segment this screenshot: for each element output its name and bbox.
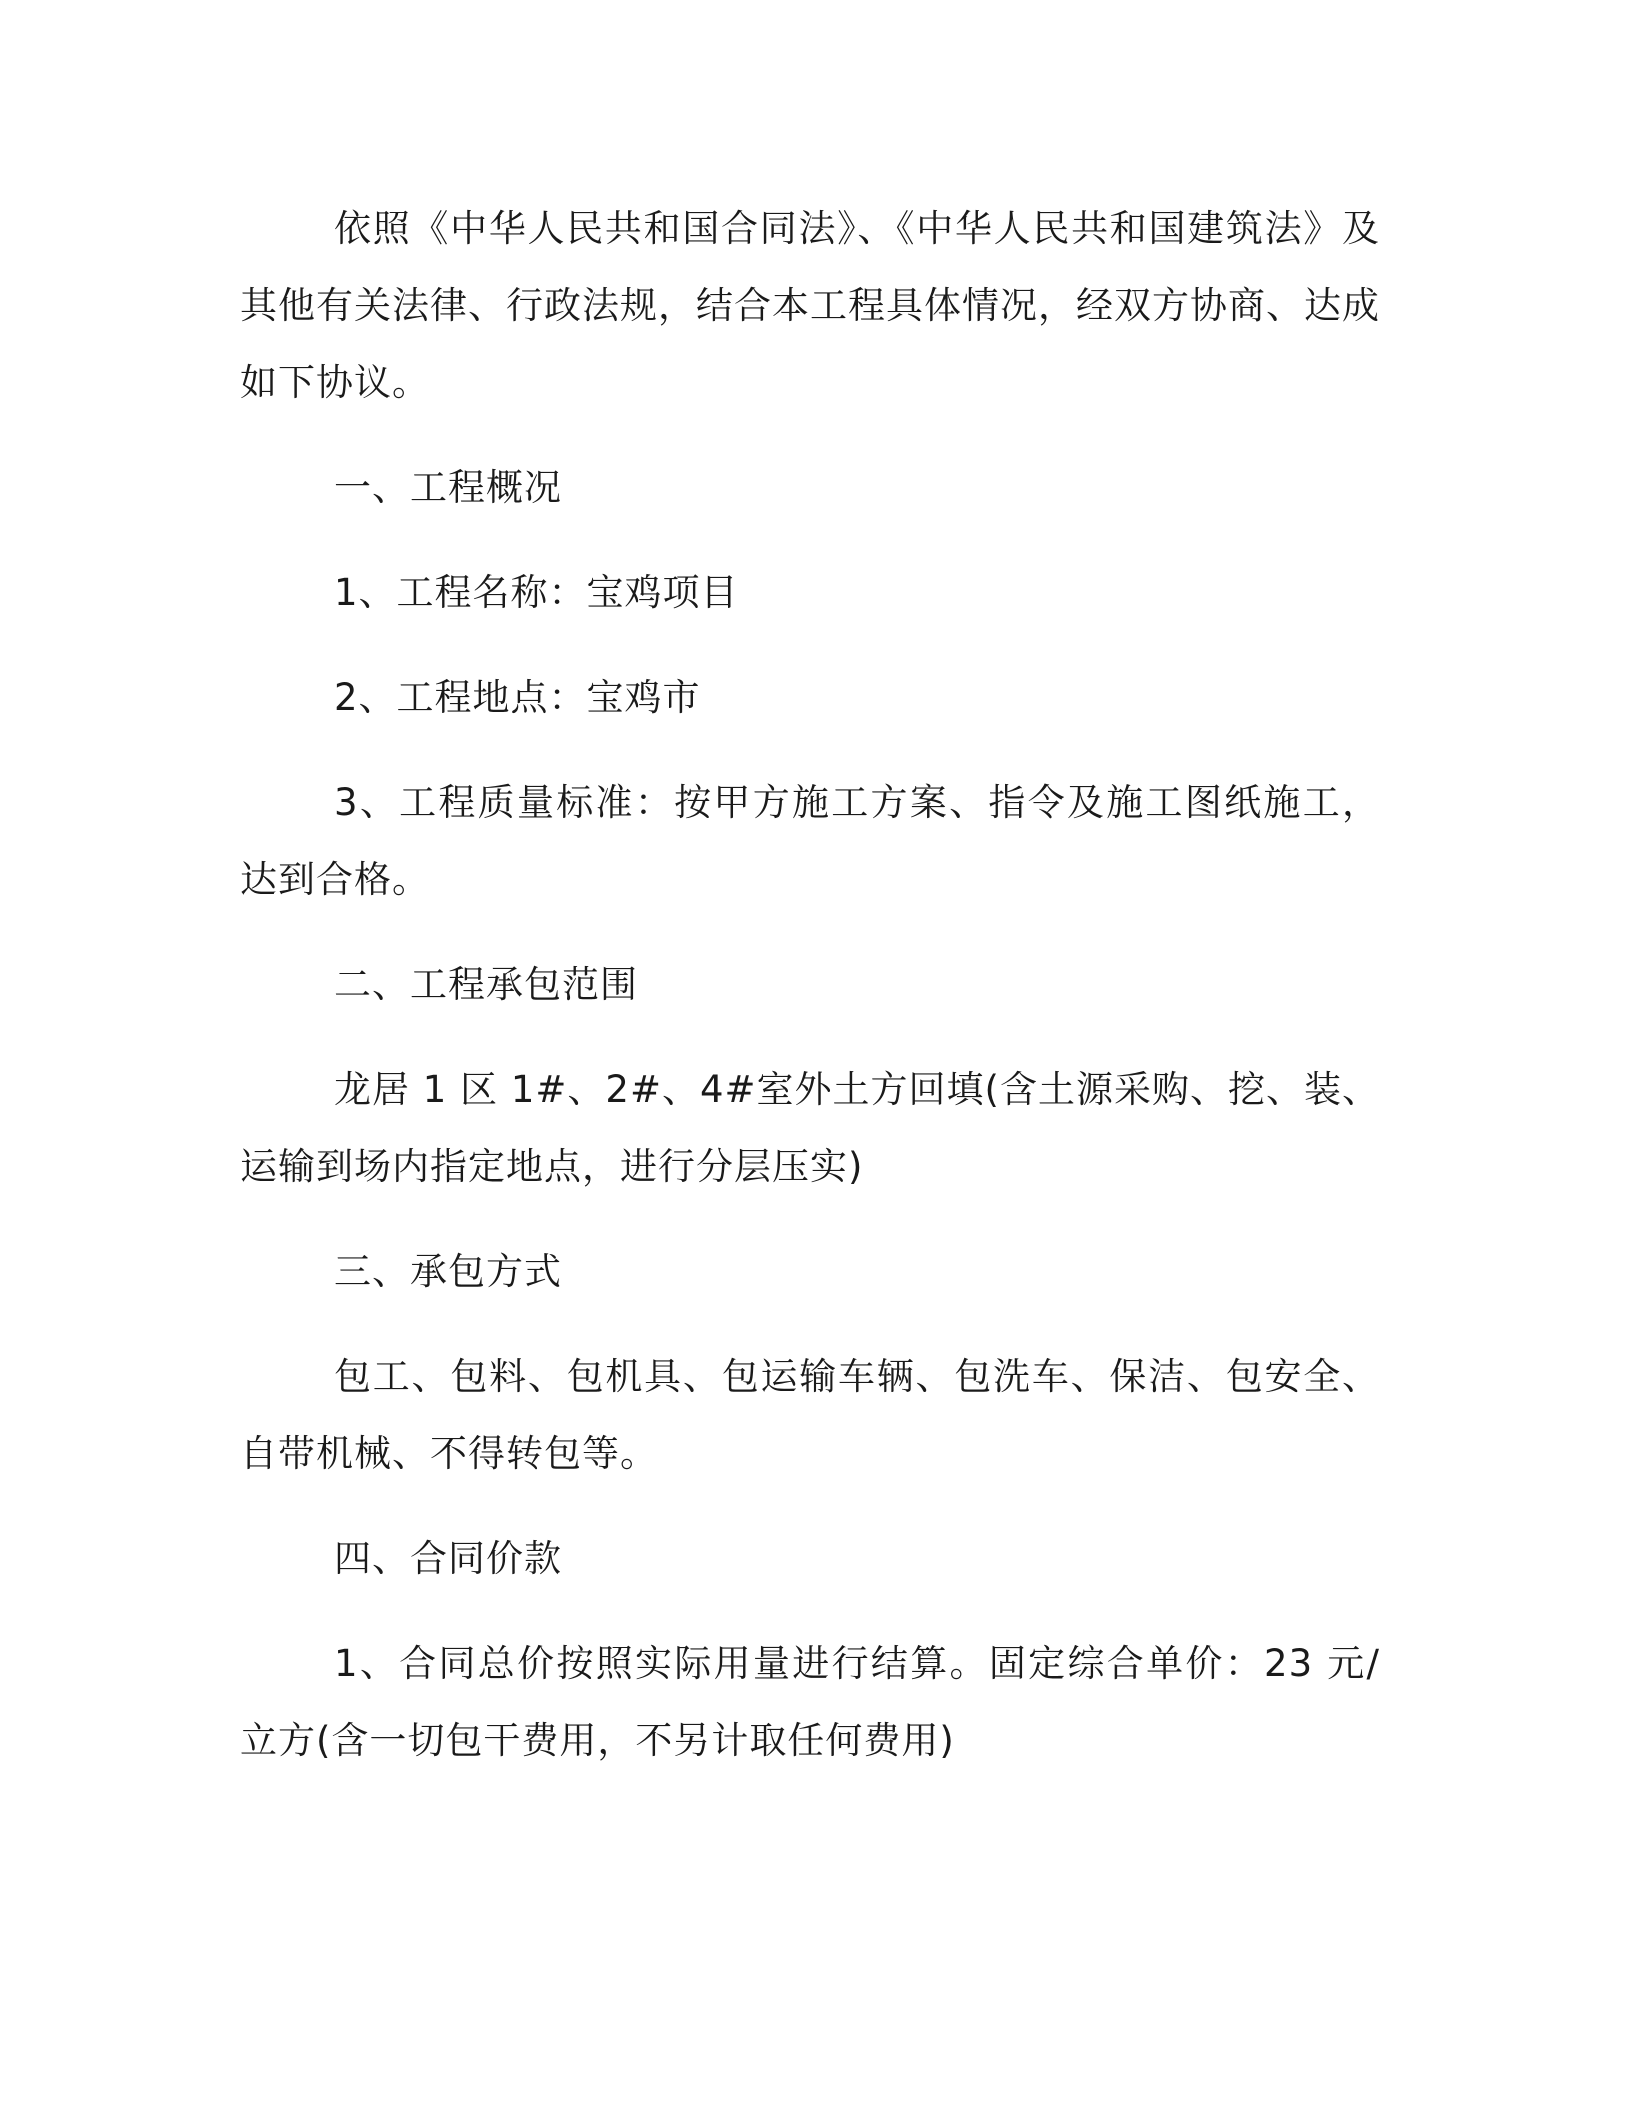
contract-method-paragraph: 包工、包料、包机具、包运输车辆、包洗车、保洁、包安全、自带机械、不得转包等。 [240, 1355, 1380, 1475]
scope-paragraph: 龙居 1 区 1#、2#、4#室外土方回填(含土源采购、挖、装、运输到场内指定地点，进行分层压实) [240, 1068, 1380, 1188]
project-name-item: 1、工程名称：宝鸡项目 [334, 571, 739, 614]
section-heading-project-overview: 一、工程概况 [334, 466, 562, 509]
contract-price-item: 1、合同总价按照实际用量进行结算。固定综合单价：23 元/立方(含一切包干费用，不另计取任何费用) [240, 1642, 1380, 1762]
intro-paragraph: 依照《中华人民共和国合同法》、《中华人民共和国建筑法》及其他有关法律、行政法规，结合本工程具体情况，经双方协商、达成如下协议。 [240, 207, 1380, 404]
section-heading-contract-price: 四、合同价款 [334, 1537, 562, 1580]
quality-standard-item: 3、工程质量标准：按甲方施工方案、指令及施工图纸施工，达到合格。 [240, 781, 1380, 901]
project-location-item: 2、工程地点：宝鸡市 [334, 676, 701, 719]
document-body [240, 190, 1380, 1807]
section-heading-scope: 二、工程承包范围 [334, 963, 638, 1006]
section-heading-contract-method: 三、承包方式 [334, 1250, 562, 1293]
